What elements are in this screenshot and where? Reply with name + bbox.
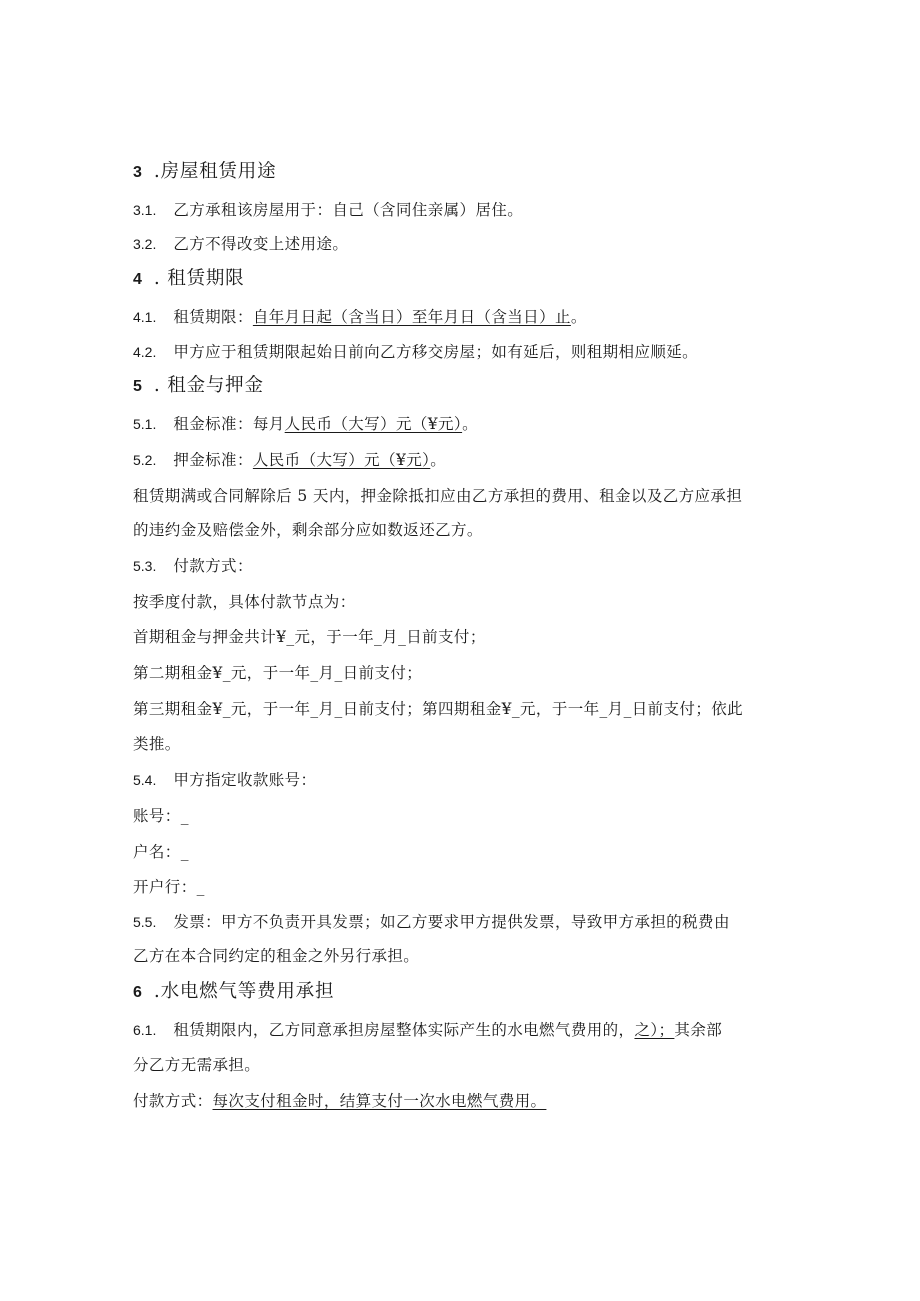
clause-number: 3.1. bbox=[133, 202, 157, 218]
clause-number: 5.1. bbox=[133, 416, 157, 432]
clause-number: 5.3. bbox=[133, 558, 157, 574]
section-number: 3 bbox=[133, 164, 142, 181]
section-number: 4 bbox=[133, 271, 142, 288]
clause-text: 甲方应于租赁期限起始日前向乙方移交房屋；如有延后，则租期相应顺延。 bbox=[173, 343, 699, 361]
section-heading-6 bbox=[133, 980, 334, 1005]
bank-line: 开户行：_ bbox=[133, 878, 205, 896]
clause-text-end: 。 bbox=[462, 415, 478, 433]
clause-3-1 bbox=[133, 200, 523, 220]
clause-5-5 bbox=[133, 912, 730, 932]
paragraph-line: 租赁期满或合同解除后 5 天内，押金除抵扣应由乙方承担的费用、租金以及乙方应承担 bbox=[133, 487, 743, 505]
clause-4-2 bbox=[133, 342, 698, 362]
section-title: . 租赁期限 bbox=[153, 268, 245, 289]
payment-method-line bbox=[133, 1091, 546, 1111]
section-heading-4 bbox=[133, 267, 244, 292]
paragraph-line: 分乙方无需承担。 bbox=[133, 1056, 261, 1074]
clause-text: 付款方式： bbox=[173, 557, 253, 575]
clause-4-1 bbox=[133, 307, 587, 327]
fill-in-utilities-payment: 每次支付租金时，结算支付一次水电燃气费用。 bbox=[212, 1092, 547, 1110]
clause-5-1 bbox=[133, 414, 478, 434]
paragraph-line: 按季度付款，具体付款节点为： bbox=[133, 593, 356, 611]
section-number: 6 bbox=[133, 984, 142, 1001]
section-title: . 租金与押金 bbox=[153, 375, 264, 396]
clause-text: 租赁期限内，乙方同意承担房屋整体实际产生的水电燃气费用的， bbox=[173, 1021, 635, 1039]
clause-text: 甲方指定收款账号： bbox=[173, 771, 317, 789]
fill-in-share: 之）； bbox=[634, 1021, 675, 1039]
clause-6-1 bbox=[133, 1020, 722, 1040]
paragraph-line: 第三期租金¥_元，于一年_月_日前支付；第四期租金¥_元，于一年_月_日前支付；依此 bbox=[133, 700, 744, 718]
fill-in-deposit: 人民币（大写）元（¥元） bbox=[252, 451, 431, 469]
clause-text-end: 。 bbox=[430, 451, 447, 469]
section-heading-5 bbox=[133, 374, 264, 399]
clause-text-end: 。 bbox=[570, 308, 587, 326]
clause-5-3 bbox=[133, 556, 253, 576]
clause-number: 4.2. bbox=[133, 344, 157, 360]
paragraph-line: 类推。 bbox=[133, 735, 181, 753]
clause-text-end: 其余部 bbox=[674, 1021, 723, 1039]
payment-method-label: 付款方式： bbox=[133, 1092, 213, 1110]
clause-number: 4.1. bbox=[133, 309, 157, 325]
section-heading-3 bbox=[133, 160, 276, 185]
clause-text: 发票：甲方不负责开具发票；如乙方要求甲方提供发票，导致甲方承担的税费由 bbox=[173, 913, 730, 931]
clause-number: 5.4. bbox=[133, 772, 157, 788]
paragraph-line: 乙方在本合同约定的租金之外另行承担。 bbox=[133, 947, 420, 965]
section-number: 5 bbox=[133, 378, 142, 395]
clause-number: 3.2. bbox=[133, 236, 157, 252]
fill-in-rent: 人民币（大写）元（¥元） bbox=[284, 415, 463, 433]
clause-3-2 bbox=[133, 234, 348, 254]
paragraph-line: 首期租金与押金共计¥_元，于一年_月_日前支付； bbox=[133, 628, 486, 646]
clause-text: 租赁期限： bbox=[173, 308, 253, 326]
clause-number: 5.5. bbox=[133, 914, 157, 930]
account-number-line: 账号：_ bbox=[133, 807, 189, 825]
fill-in-term: 自年月日起（含当日）至年月日（含当日）止 bbox=[252, 308, 571, 326]
clause-text: 租金标准：每月 bbox=[173, 415, 285, 433]
paragraph-line: 的违约金及赔偿金外，剩余部分应如数返还乙方。 bbox=[133, 521, 483, 539]
section-title: .水电燃气等费用承担 bbox=[153, 981, 335, 1002]
section-title: .房屋租赁用途 bbox=[153, 161, 277, 182]
clause-text: 押金标准： bbox=[173, 451, 253, 469]
clause-number: 5.2. bbox=[133, 452, 157, 468]
clause-5-2 bbox=[133, 450, 446, 470]
clause-text: 乙方承租该房屋用于：自己（含同住亲属）居住。 bbox=[173, 201, 524, 219]
clause-number: 6.1. bbox=[133, 1022, 157, 1038]
paragraph-line: 第二期租金¥_元，于一年_月_日前支付； bbox=[133, 664, 423, 682]
clause-5-4 bbox=[133, 770, 316, 790]
clause-text: 乙方不得改变上述用途。 bbox=[173, 235, 349, 253]
account-name-line: 户名：_ bbox=[133, 843, 189, 861]
